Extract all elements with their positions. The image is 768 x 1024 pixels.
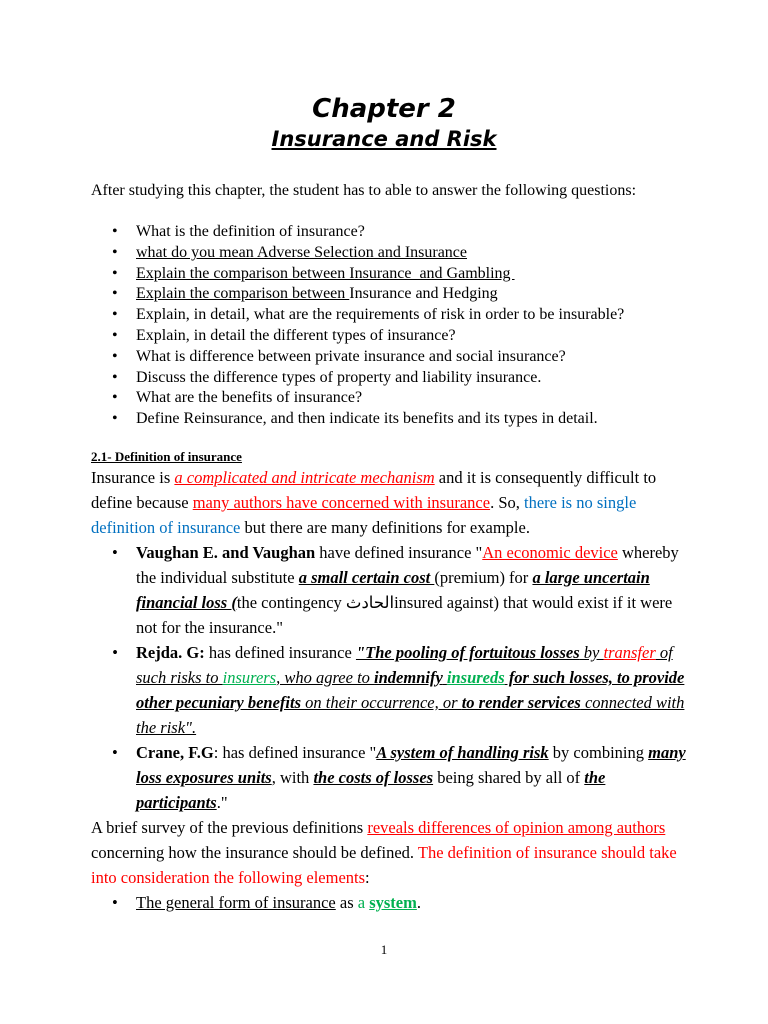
text-run: A brief survey of the previous definitions (91, 818, 368, 837)
text-run: : has defined insurance " (213, 743, 377, 762)
text-run: . (416, 893, 421, 912)
text-run: transfer (603, 643, 656, 662)
text-run: insurers (222, 668, 277, 687)
text-run: : (365, 868, 370, 887)
question-text: Insurance and Hedging (349, 285, 498, 303)
question-item (91, 326, 624, 347)
text-run: Insurance is (91, 468, 175, 487)
question-item (91, 264, 624, 285)
text-run: for such losses, to provide other pecuniary benefits (136, 668, 685, 712)
text-run: as (335, 893, 358, 912)
survey-paragraph (91, 815, 691, 890)
text-run: a small certain cost (298, 568, 435, 587)
text-run: "The pooling of fortuitous losses (355, 643, 580, 662)
text-run: indemnify (374, 668, 443, 687)
text-run: insured against) that would exist if it were not for the insurance." (136, 593, 673, 637)
text-run: a large uncertain financial loss ( (136, 568, 650, 612)
question-item (91, 409, 624, 430)
text-run: a complicated and intricate mechanism (174, 468, 435, 487)
author-name: Vaughan E. and Vaughan (136, 543, 316, 562)
question-text: what do you mean Adverse Selection and Insurance (136, 243, 468, 261)
text-run: An economic device (482, 543, 618, 562)
text-run: connected with the risk". (136, 693, 685, 737)
definition-intro-paragraph (91, 465, 691, 540)
intro-paragraph: After studying this chapter, the student has to able to answer the following questions: (91, 182, 637, 199)
text-run: by combining (548, 743, 649, 762)
question-text: What are the benefits of insurance? (136, 389, 363, 407)
arabic-term: الحادث (345, 593, 395, 612)
text-run: insureds (446, 668, 505, 687)
text-run: many authors have concerned with insurance (192, 493, 491, 512)
text-run: The general form of insurance (136, 893, 336, 912)
chapter-subtitle: Insurance and Risk (271, 127, 497, 151)
question-text: What is the definition of insurance? (136, 223, 365, 240)
text-run: and it is consequently difficult to define because (91, 468, 657, 512)
author-name: Crane, F.G (136, 743, 214, 762)
question-item (91, 368, 624, 389)
elements-list (91, 890, 691, 915)
definition-crane (91, 740, 691, 815)
text-run: ." (216, 793, 228, 812)
text-run: (premium) for (434, 568, 533, 587)
question-item (91, 284, 624, 305)
chapter-title: Chapter 2 (312, 94, 456, 124)
question-item (91, 305, 624, 326)
text-run: many loss exposures units (136, 743, 686, 787)
text-run: A system of handling risk (376, 743, 549, 762)
text-run: on their occurrence, or (301, 693, 462, 712)
page-number: 1 (380, 942, 388, 957)
text-run: have defined insurance " (315, 543, 483, 562)
text-run: , who agree to (276, 668, 375, 687)
question-text: What is difference between private insurance and social insurance? (136, 347, 566, 365)
text-run: of such risks to (136, 643, 673, 687)
question-item (91, 243, 624, 264)
question-text: Explain, in detail, what are the requirements of risk in order to be insurable? (136, 306, 625, 324)
text-run: , with (271, 768, 314, 787)
question-text: Explain, in detail the different types of insurance? (136, 326, 456, 344)
text-run: a (357, 893, 370, 912)
text-run: the contingency (236, 593, 346, 612)
question-text: Discuss the difference types of property and liability insurance. (136, 368, 542, 386)
question-item (91, 347, 624, 368)
element-item (91, 890, 691, 915)
text-run: . So, (490, 493, 524, 512)
question-text: Define Reinsurance, and then indicate its benefits and its types in detail. (136, 410, 598, 428)
section-heading: 2.1- Definition of insurance (91, 449, 242, 464)
text-run: concerning how the insurance should be defined. (91, 843, 418, 862)
text-run: but there are many definitions for example. (240, 518, 530, 537)
text-run: there is no single definition of insurance (91, 493, 637, 537)
question-item (91, 388, 624, 409)
text-run: the participants (136, 768, 606, 812)
question-item (91, 222, 624, 243)
author-name: Rejda. G: (136, 643, 205, 662)
text-run: reveals differences of opinion among authors (367, 818, 666, 837)
text-run: whereby the individual substitute (136, 543, 679, 587)
text-run: by (579, 643, 604, 662)
text-run: the costs of losses (313, 768, 434, 787)
question-text: Explain the comparison between (136, 285, 350, 303)
definition-rejda (91, 640, 691, 740)
text-run: has defined insurance (204, 643, 356, 662)
body-text (91, 465, 691, 915)
definitions-list (91, 540, 691, 815)
text-run: being shared by all of (433, 768, 585, 787)
text-run: The definition of insurance should take into consideration the following elements (91, 843, 677, 887)
text-run: to render services (461, 693, 581, 712)
question-text: Explain the comparison between Insurance and Gambling (136, 264, 515, 282)
question-list (91, 222, 624, 430)
text-run: system (369, 893, 417, 912)
definition-vaughan (91, 540, 691, 640)
